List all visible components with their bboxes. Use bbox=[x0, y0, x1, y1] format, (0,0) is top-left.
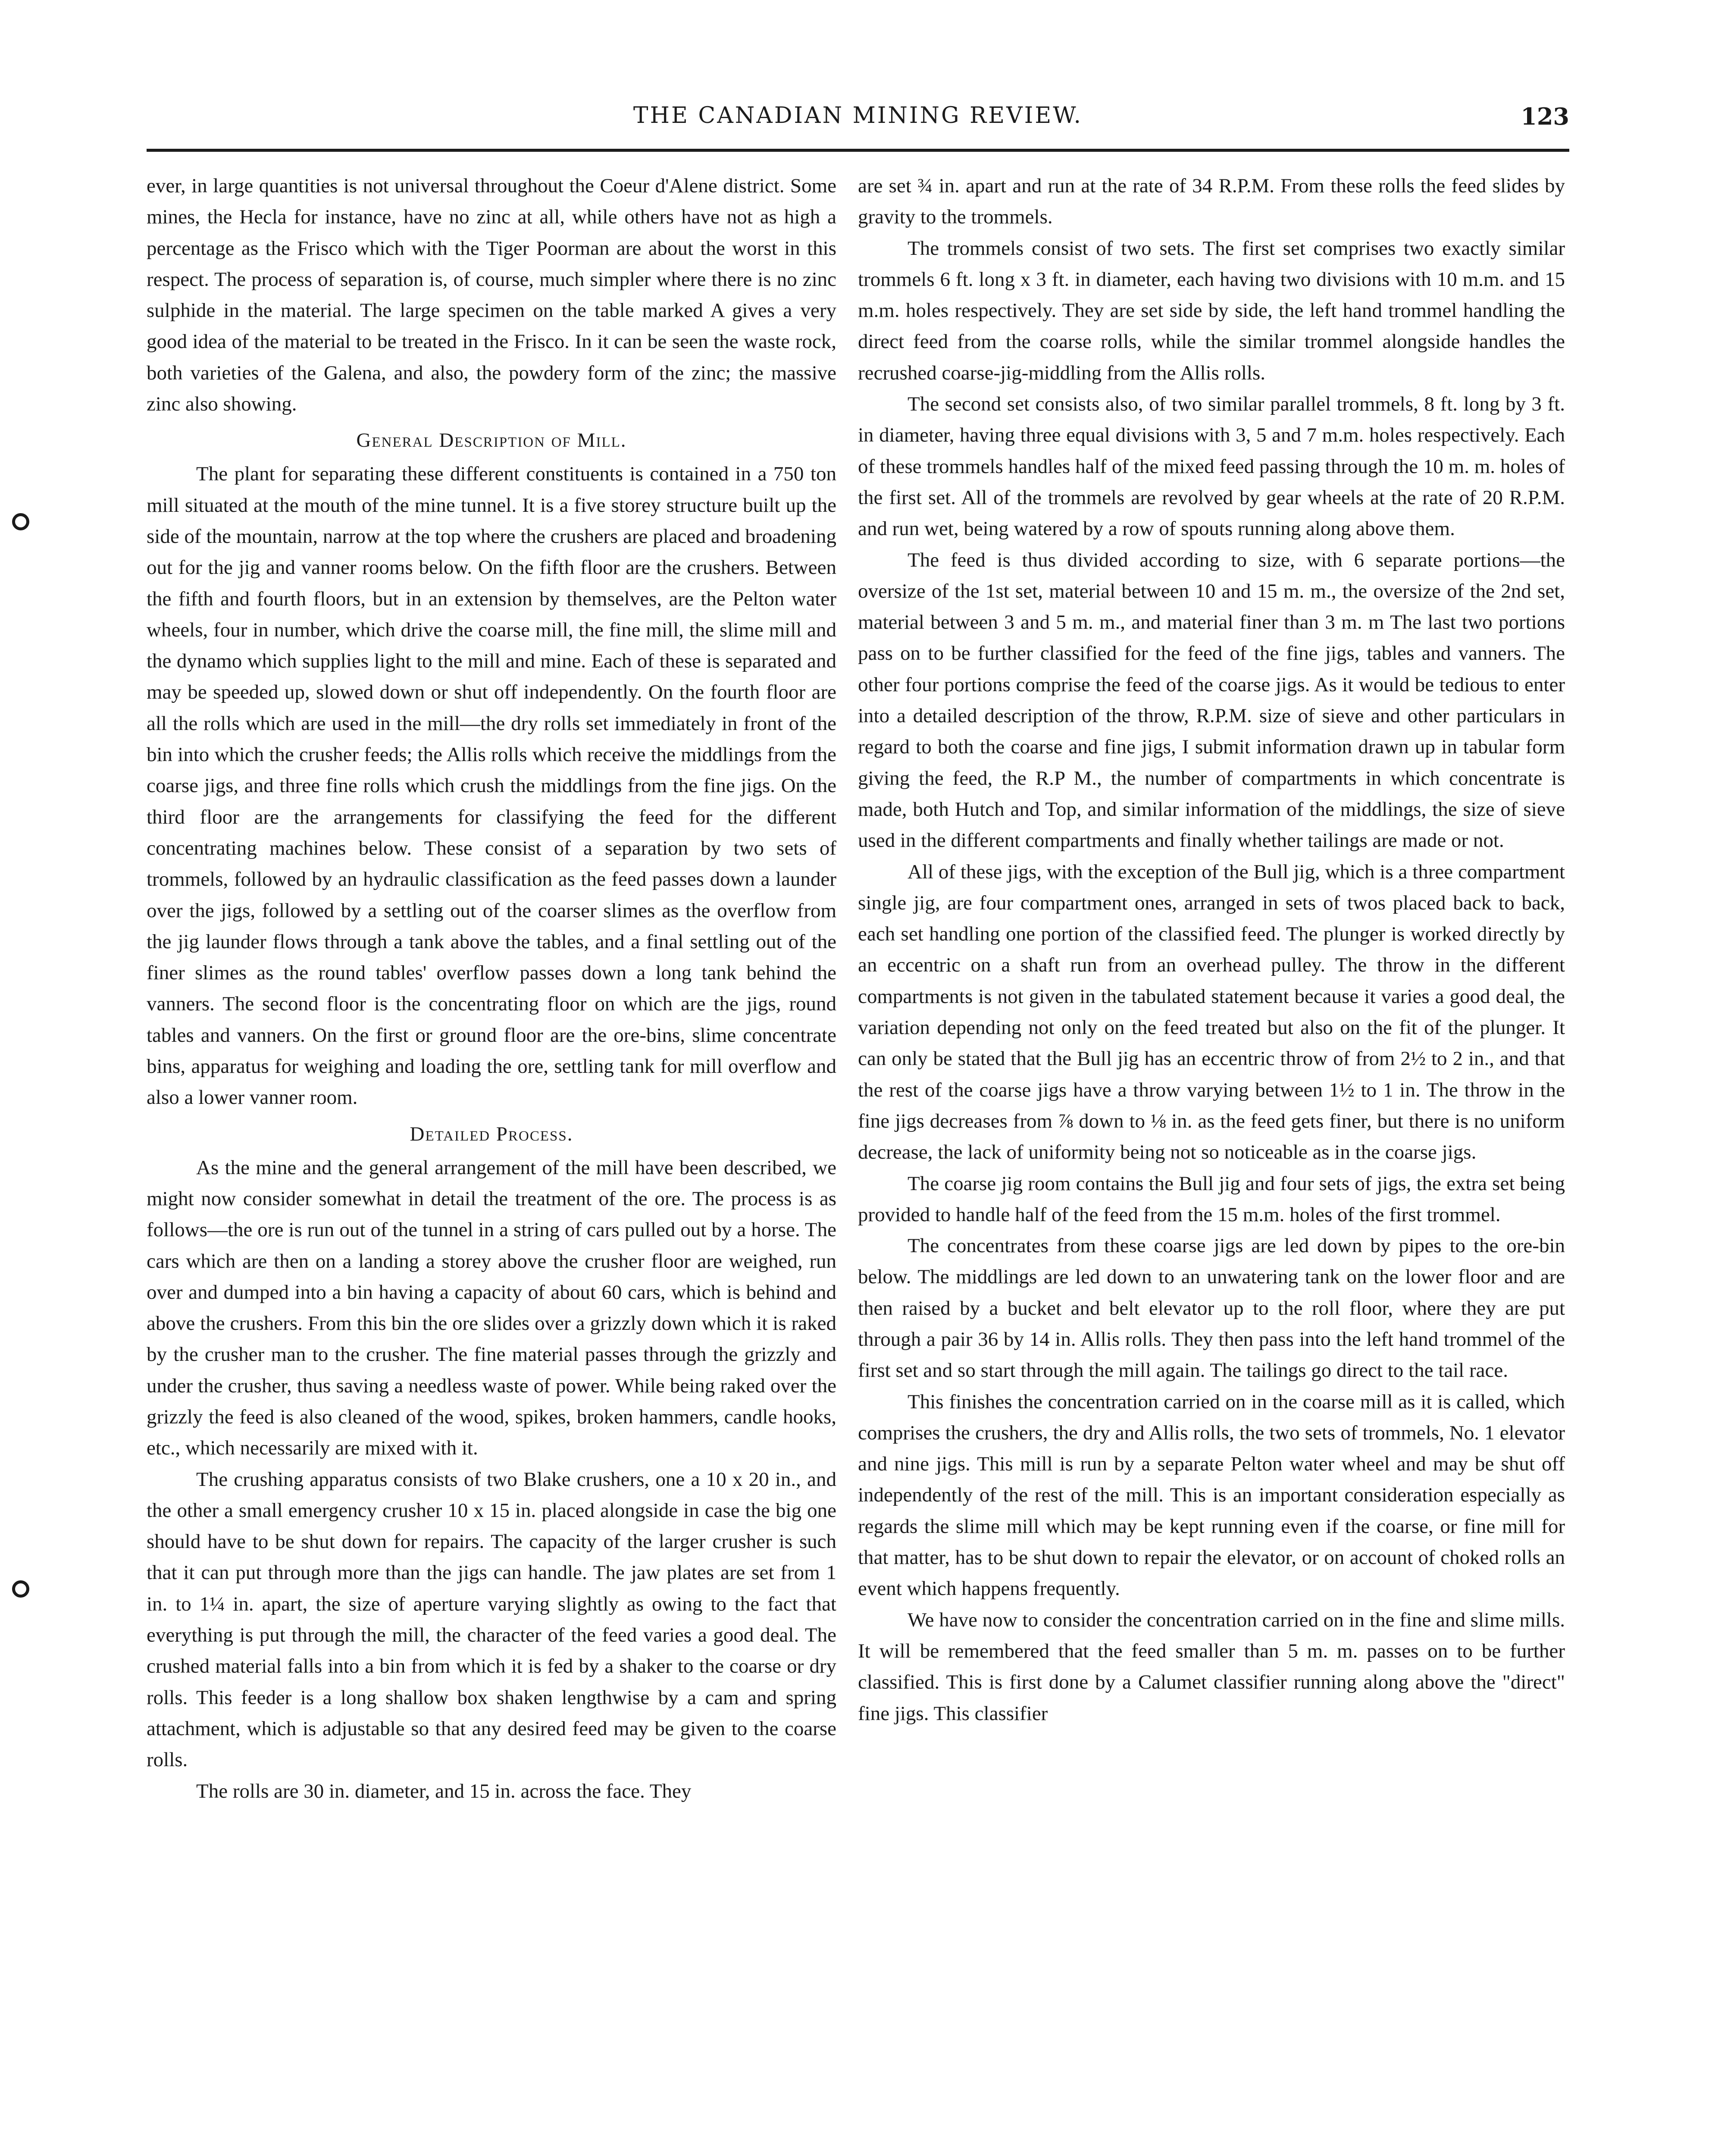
paragraph: The plant for separating these different constituents is contained in a 750 ton mill situated at the mouth of the mine tunnel. It is a five storey structure built up the side of the mountain, narrow at the top where the crushers are placed and broadening out for the jig and vanner rooms below. On the fifth floor are the crushers. Between the fifth and fourth floors, but in an extension by themselves, are the Pelton water wheels, four in number, which drive the coarse mill, the fine mill, the slime mill and the dynamo which supplies light to the mill and mine. Each of these is separated and may be speeded up, slowed down or shut off independently. On the fourth floor are all the rolls which are used in the mill—the dry rolls set immediately in front of the bin into which the crusher feeds; the Allis rolls which receive the middlings from the coarse jigs, and three fine rolls which crush the middlings from the fine jigs. On the third floor are the arrangements for classifying the feed for the different concentrating machines below. These consist of a separation by two sets of trommels, followed by an hydraulic classification as the feed passes down a launder over the jigs, followed by a settling out of the coarser slimes as the overflow from the jig launder flows through a tank above the tables, and a final settling out of the finer slimes as the round tables' overflow passes down a long tank behind the vanners. The second floor is the concentrating floor on which are the jigs, round tables and vanners. On the first or ground floor are the ore-bins, slime concentrate bins, apparatus for weighing and loading the ore, settling tank for mill overflow and also a lower vanner room. bbox=[147, 463, 836, 1109]
section-heading: Detailed Process. bbox=[410, 1122, 573, 1145]
paragraph: The second set consists also, of two similar parallel trommels, 8 ft. long by 3 ft. in diameter, having three equal divisions with 3, 5 and 7 m.m. holes respectively. Each of these trommels handles half of the mixed feed passing through the 10 m. m. holes of the first set. All of the trommels are revolved by gear wheels at the rate of 20 R.P.M. and run wet, being watered by a row of spouts running along above them. bbox=[858, 393, 1565, 540]
right-column bbox=[858, 170, 1565, 1729]
paragraph: The crushing apparatus consists of two Blake crushers, one a 10 x 20 in., and the other a small emergency crusher 10 x 15 in. placed alongside in case the big one should have to be shut down for repairs. The capacity of the larger crusher is such that it can put through more than the jigs can handle. The jaw plates are set from 1 in. to 1¼ in. apart, the size of aperture varying slightly as owing to the fact that everything is put through the mill, the character of the feed varies a good deal. The crushed material falls into a bin from which it is fed by a shaker to the coarse or dry rolls. This feeder is a long shallow box shaken lengthwise by a cam and spring attachment, which is adjustable so that any desired feed may be given to the coarse rolls. bbox=[147, 1468, 836, 1771]
paragraph: The rolls are 30 in. diameter, and 15 in. across the face. They bbox=[196, 1780, 692, 1802]
left-column bbox=[147, 170, 836, 1807]
paragraph: The trommels consist of two sets. The first set comprises two exactly similar trommels 6 ft. long x 3 ft. in diameter, each having two divisions with 10 m.m. and 15 m.m. holes respectively. They are set side by side, the left hand trommel handling the direct feed from the coarse rolls, while the similar trommel alongside handles the recrushed coarse-jig-middling from the Allis rolls. bbox=[858, 237, 1565, 384]
page-header bbox=[147, 99, 1569, 147]
paragraph: We have now to consider the concentration carried on in the fine and slime mills. It will be remembered that the feed smaller than 5 m. m. passes on to be further classified. This is first done by a Calumet classifier running along above the "direct" fine jigs. This classifier bbox=[858, 1608, 1565, 1725]
paragraph: The feed is thus divided according to size, with 6 separate portions—the oversize of the 1st set, material between 10 and 15 m. m., the oversize of the 2nd set, material between 3 and 5 m. m., and material finer than 3 m. m The last two portions pass on to be further classified for the feed of the fine jigs, tables and vanners. The other four portions comprise the feed of the coarse jigs. As it would be tedious to enter into a detailed description of the throw, R.P.M. size of sieve and other particulars in regard to both the coarse and fine jigs, I submit information drawn up in tabular form giving the feed, the R.P M., the number of compartments in which concentrate is made, both Hutch and Top, and similar information of the middlings, the size of sieve used in the different compartments and finally whether tailings are made or not. bbox=[858, 548, 1565, 852]
paragraph: The concentrates from these coarse jigs are led down by pipes to the ore-bin below. The middlings are led down to an unwatering tank on the lower floor and are then raised by a bucket and belt elevator up to the roll floor, where they are put through a pair 36 by 14 in. Allis rolls. They then pass into the left hand trommel of the first set and so start through the mill again. The tailings go direct to the tail race. bbox=[858, 1235, 1565, 1382]
section-heading: General Description of Mill. bbox=[356, 429, 627, 452]
page-number: 123 bbox=[1521, 103, 1569, 130]
running-title: THE CANADIAN MINING REVIEW. bbox=[633, 103, 1083, 128]
paragraph: are set ¾ in. apart and run at the rate of 34 R.P.M. From these rolls the feed slides by gravity to the trommels. bbox=[858, 175, 1565, 229]
paragraph: All of these jigs, with the exception of the Bull jig, which is a three compartment single jig, are four compartment ones, arranged in sets of twos placed back to back, each set handling one portion of the classified feed. The plunger is worked directly by an eccentric on a shaft run from an overhead pulley. The throw in the different compartments is not given in the tabulated statement because it varies a good deal, the variation depending not only on the feed treated but also on the fit of the plunger. It can only be stated that the Bull jig has an eccentric throw of from 2½ to 2 in., and that the rest of the coarse jigs have a throw varying between 1½ to 1 in. The throw in the fine jigs decreases from ⅞ down to ⅛ in. as the feed gets finer, but there is no uniform decrease, the lack of uniformity being not so noticeable as in the coarse jigs. bbox=[858, 860, 1565, 1164]
paragraph: The coarse jig room contains the Bull jig and four sets of jigs, the extra set being provided to handle half of the feed from the 15 m.m. holes of the first trommel. bbox=[858, 1172, 1565, 1226]
binding-hole-mark bbox=[12, 513, 29, 530]
paragraph: This finishes the concentration carried on in the coarse mill as it is called, which comprises the crushers, the dry and Allis rolls, the two sets of trommels, No. 1 elevator and nine jigs. This mill is run by a separate Pelton water wheel and may be shut off independently of the rest of the mill. This is an important consideration especially as regards the slime mill which may be kept running even if the coarse, or fine mill for that matter, has to be shut down to repair the elevator, or on account of choked rolls an event which happens frequently. bbox=[858, 1390, 1565, 1600]
paragraph: ever, in large quantities is not universal throughout the Coeur d'Alene district. Some mines, the Hecla for instance, have no zinc at all, while others have not as high a percentage as the Frisco which with the Tiger Poorman are about the worst in this respect. The process of separation is, of course, much simpler where there is no zinc sulphide in the material. The large specimen on the table marked A gives a very good idea of the material to be treated in the Frisco. In it can be seen the waste rock, both varieties of the Galena, and also, the powdery form of the zinc; the massive zinc also showing. bbox=[147, 175, 836, 416]
paragraph: As the mine and the general arrangement of the mill have been described, we might now consider somewhat in detail the treatment of the ore. The process is as follows—the ore is run out of the tunnel in a string of cars pulled out by a horse. The cars which are then on a landing a storey above the crusher floor are weighed, run over and dumped into a bin having a capacity of about 60 cars, which is behind and above the crushers. From this bin the ore slides over a grizzly down which it is raked by the crusher man to the crusher. The fine material passes through the grizzly and under the crusher, thus saving a needless waste of power. While being raked over the grizzly the feed is also cleaned of the wood, spikes, broken hammers, candle hooks, etc., which necessarily are mixed with it. bbox=[147, 1156, 836, 1460]
binding-hole-mark bbox=[12, 1580, 29, 1598]
header-rule bbox=[147, 149, 1569, 152]
